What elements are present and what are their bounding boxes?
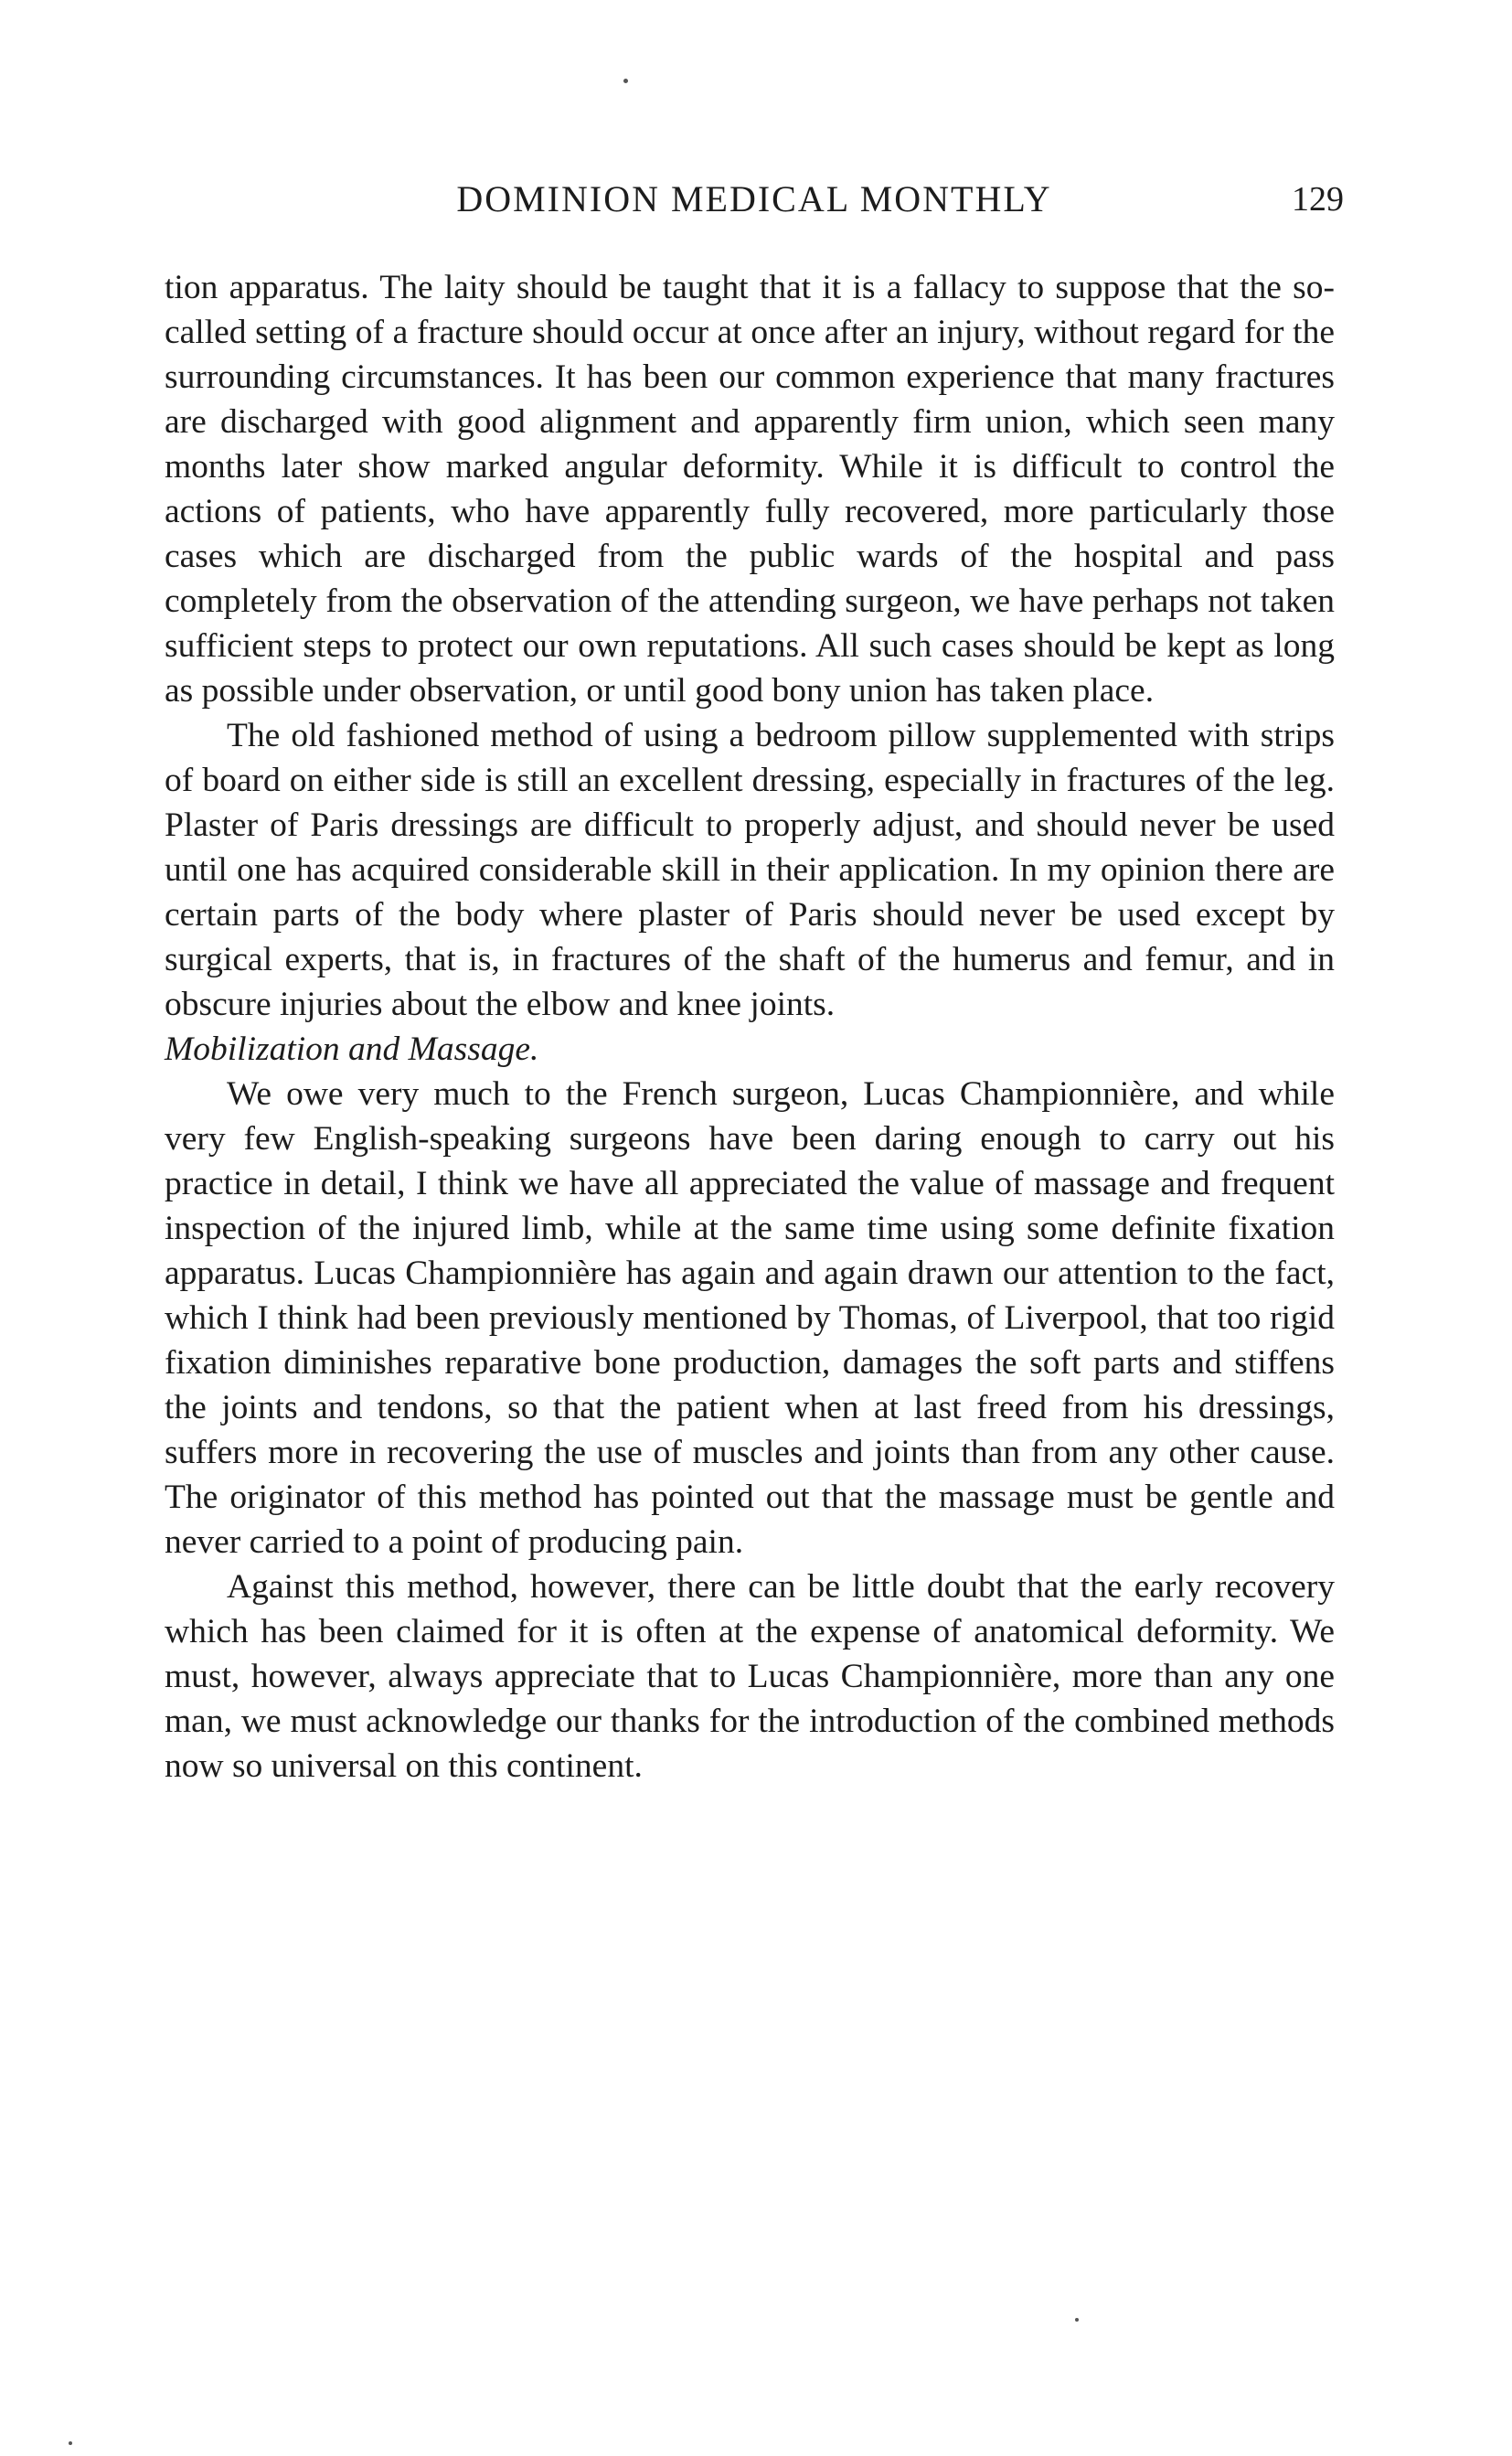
ink-speck [69, 2441, 72, 2445]
page-header [165, 172, 1344, 227]
page-number: 129 [1292, 180, 1344, 219]
paragraph: tion apparatus. The laity should be taught that it is a fallacy to suppose that the so-called setting of a fracture should occur at once after an injury, without regard for the surrounding circumstances. It has been our common experience that many fractures are discharged with good alignment and apparently firm union, which seen many months later show marked angular deformity. While it is difficult to control the actions of patients, who have apparently fully recovered, more particularly those cases which are discharged from the public wards of the hospital and pass completely from the observation of the attending surgeon, we have perhaps not taken sufficient steps to protect our own reputations. All such cases should be kept as long as possible under observation, or until good bony union has taken place. [165, 269, 1335, 710]
body-text [165, 265, 1335, 1789]
paragraph: Against this method, however, there can be little doubt that the early recovery which has been claimed for it is often at the expense of anatomical deformity. We must, however, always appreciate that to Lucas Championnière, more than any one man, we must acknowledge our thanks for the introduction of the combined methods now so universal on this continent. [165, 1568, 1335, 1785]
section-heading: Mobilization and Massage. [165, 1030, 539, 1068]
ink-speck [1075, 2318, 1079, 2322]
running-title: DOMINION MEDICAL MONTHLY [456, 178, 1052, 219]
paragraph: We owe very much to the French surgeon, Lucas Championnière, and while very few English-speaking surgeons have been daring enough to carry out his practice in detail, I think we have all appreciated the value of massage and frequent inspection of the injured limb, while at the same time using some definite fixation apparatus. Lucas Championnière has again and again drawn our attention to the fact, which I think had been previously mentioned by Thomas, of Liverpool, that too rigid fixation diminishes reparative bone production, damages the soft parts and stiffens the joints and tendons, so that the patient when at last freed from his dressings, suffers more in recovering the use of muscles and joints than from any other cause. The originator of this method has pointed out that the massage must be gentle and never carried to a point of producing pain. [165, 1075, 1335, 1561]
paragraph: The old fashioned method of using a bedroom pillow supplemented with strips of board on either side is still an excellent dressing, especially in fractures of the leg. Plaster of Paris dressings are difficult to properly adjust, and should never be used until one has acquired considerable skill in their application. In my opinion there are certain parts of the body where plaster of Paris should never be used except by surgical experts, that is, in fractures of the shaft of the humerus and femur, and in obscure injuries about the elbow and knee joints. [165, 717, 1335, 1023]
ink-speck [623, 79, 628, 83]
